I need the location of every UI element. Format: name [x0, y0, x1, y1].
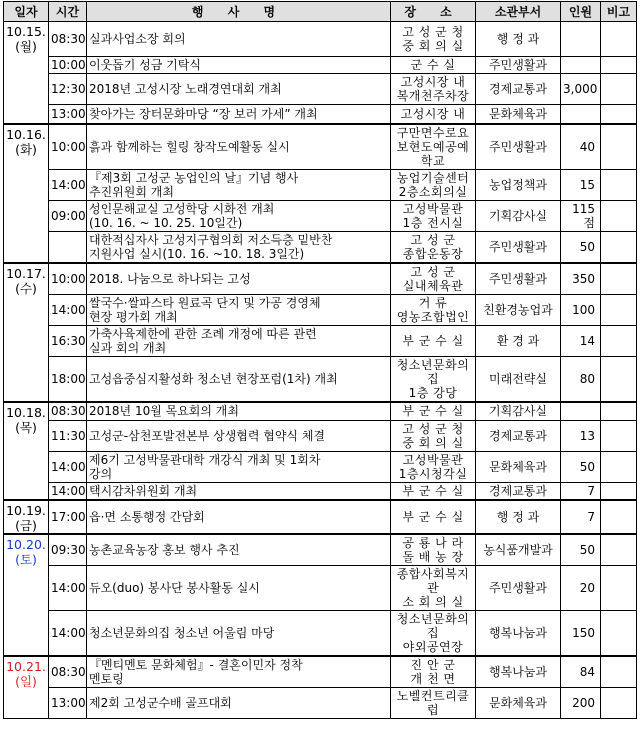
event-place: 고 성 군 청 중 회 의 실 [391, 22, 476, 57]
event-name: 듀오(duo) 봉사단 봉사활동 실시 [87, 566, 391, 611]
schedule-row [4, 402, 637, 420]
event-count: 115점 [561, 200, 601, 231]
event-place: 고성시장 내 [391, 105, 476, 124]
header-note: 비고 [601, 2, 637, 22]
event-name: 읍·면 소통행정 간담회 [87, 500, 391, 534]
event-dept: 행 정 과 [476, 22, 561, 57]
header-date: 일자 [4, 2, 49, 22]
schedule-body [4, 22, 637, 719]
day-date: 10.16. [6, 126, 46, 142]
schedule-row [4, 263, 637, 295]
event-name: 청소년문화의집 청소년 어울림 마당 [87, 611, 391, 657]
event-time: 10:00 [49, 263, 87, 295]
event-note [601, 231, 637, 263]
event-dept: 농식품개발과 [476, 534, 561, 566]
schedule-row [4, 326, 637, 357]
event-note [601, 482, 637, 500]
schedule-table [3, 1, 637, 719]
schedule-row [4, 357, 637, 403]
event-count: 100 [561, 295, 601, 326]
schedule-row [4, 74, 637, 105]
day-date: 10.19. [6, 503, 46, 518]
event-place: 고성박물관 1층 전시실 [391, 200, 476, 231]
event-place: 부 군 수 실 [391, 482, 476, 500]
event-note [601, 200, 637, 231]
event-time: 17:00 [49, 500, 87, 534]
event-time: 13:00 [49, 688, 87, 719]
day-weekday: (수) [15, 281, 37, 296]
event-place: 고성시장 내 복개천주차장 [391, 74, 476, 105]
event-name: 택시감차위원회 개최 [87, 482, 391, 500]
event-time: 14:00 [49, 482, 87, 500]
schedule-row [4, 57, 637, 74]
event-note [601, 420, 637, 451]
event-name: 고성군-삼천포발전본부 상생협력 협약식 체결 [87, 420, 391, 451]
event-place: 부 군 수 실 [391, 500, 476, 534]
day-date-cell [4, 656, 49, 719]
event-count: 80 [561, 357, 601, 403]
event-time: 09:30 [49, 534, 87, 566]
day-weekday: (금) [15, 518, 37, 533]
schedule-row [4, 295, 637, 326]
event-name: 『제3회 고성군 농업인의 날』기념 행사 추진위원회 개최 [87, 169, 391, 200]
day-date-cell [4, 534, 49, 656]
day-weekday: (토) [15, 552, 37, 567]
event-place: 군 수 실 [391, 57, 476, 74]
event-name: 제2회 고성군수배 골프대회 [87, 688, 391, 719]
day-date-cell [4, 263, 49, 402]
event-count: 7 [561, 482, 601, 500]
event-dept: 경제교통과 [476, 74, 561, 105]
schedule-row [4, 105, 637, 124]
event-note [601, 500, 637, 534]
schedule-row [4, 124, 637, 170]
header-place: 장 소 [391, 2, 476, 22]
schedule-row [4, 656, 637, 688]
event-time: 12:30 [49, 74, 87, 105]
day-date: 10.21. [6, 659, 46, 674]
day-date-cell [4, 124, 49, 264]
event-note [601, 124, 637, 170]
event-note [601, 357, 637, 403]
event-note [601, 57, 637, 74]
event-place: 거 류 영농조합법인 [391, 295, 476, 326]
schedule-row [4, 200, 637, 231]
event-name: 실과사업소장 회의 [87, 22, 391, 57]
event-name: 쌀국수·쌀파스타 원료곡 단지 및 가공 경영체 현장 평가회 개최 [87, 295, 391, 326]
event-note [601, 105, 637, 124]
event-note [601, 656, 637, 688]
event-time: 14:00 [49, 566, 87, 611]
event-count: 15 [561, 169, 601, 200]
schedule-row [4, 451, 637, 482]
event-place: 청소년문화의집 1층 강당 [391, 357, 476, 403]
day-weekday: (일) [15, 674, 37, 689]
event-count: 200 [561, 688, 601, 719]
event-name: 성인문해교실 고성학당 시화전 개최 (10. 16. ~ 10. 25. 10일간) [87, 200, 391, 231]
schedule-row [4, 688, 637, 719]
schedule-table-wrapper [3, 1, 637, 719]
event-count: 14 [561, 326, 601, 357]
event-dept: 문화체육과 [476, 688, 561, 719]
event-name: 이웃돕기 성금 기탁식 [87, 57, 391, 74]
header-dept: 소관부서 [476, 2, 561, 22]
event-place: 종합사회복지관 소 회 의 실 [391, 566, 476, 611]
event-name: 흙과 함께하는 힐링 창작도예활동 실시 [87, 124, 391, 170]
event-dept: 농업정책과 [476, 169, 561, 200]
event-dept: 미래전략실 [476, 357, 561, 403]
event-count: 350 [561, 263, 601, 295]
event-dept: 문화체육과 [476, 451, 561, 482]
event-place: 고 성 군 청 중 회 의 실 [391, 420, 476, 451]
event-dept: 기획감사실 [476, 402, 561, 420]
event-time: 14:00 [49, 295, 87, 326]
schedule-row [4, 169, 637, 200]
day-date: 10.18. [6, 405, 46, 420]
event-name: 대한적십자사 고성지구협의회 저소득층 밑반찬 지원사업 실시(10. 16. ~10. 18. 3일간) [87, 231, 391, 263]
event-name: 『멘티멘토 문화체험』- 결혼이민자 정착 멘토링 [87, 656, 391, 688]
schedule-row [4, 500, 637, 534]
day-date: 10.17. [6, 266, 46, 281]
event-time: 08:30 [49, 402, 87, 420]
event-place: 고 성 군 종합운동장 [391, 231, 476, 263]
day-date-cell [4, 22, 49, 124]
schedule-row [4, 22, 637, 57]
event-dept: 환 경 과 [476, 326, 561, 357]
event-note [601, 74, 637, 105]
event-dept: 친환경농업과 [476, 295, 561, 326]
event-place: 부 군 수 실 [391, 326, 476, 357]
day-date-cell [4, 500, 49, 534]
schedule-row [4, 231, 637, 263]
schedule-row [4, 534, 637, 566]
event-time: 11:30 [49, 420, 87, 451]
event-note [601, 402, 637, 420]
event-count: 50 [561, 451, 601, 482]
event-place: 공 룡 나 라 돌 배 농 장 [391, 534, 476, 566]
header-time: 시간 [49, 2, 87, 22]
event-place: 고성박물관 1층시청각실 [391, 451, 476, 482]
event-note [601, 451, 637, 482]
event-time: 10:00 [49, 124, 87, 170]
event-dept: 문화체육과 [476, 105, 561, 124]
event-note [601, 534, 637, 566]
day-weekday: (목) [15, 420, 37, 435]
day-date: 10.15. [6, 24, 46, 39]
event-name: 가축사육제한에 관한 조례 개정에 따른 관련 실과 회의 개최 [87, 326, 391, 357]
day-weekday: (월) [15, 39, 37, 54]
event-time: 14:00 [49, 169, 87, 200]
event-count: 13 [561, 420, 601, 451]
event-place: 농업기술센터 2층소회의실 [391, 169, 476, 200]
event-dept: 주민생활과 [476, 124, 561, 170]
event-count: 7 [561, 500, 601, 534]
event-time: 16:30 [49, 326, 87, 357]
event-name: 2018년 10월 목요회의 개최 [87, 402, 391, 420]
schedule-row [4, 420, 637, 451]
event-dept: 주민생활과 [476, 57, 561, 74]
event-dept: 주민생활과 [476, 566, 561, 611]
event-dept: 행복나눔과 [476, 656, 561, 688]
schedule-row [4, 611, 637, 657]
event-place: 진 안 군 개 천 면 [391, 656, 476, 688]
event-count: 50 [561, 534, 601, 566]
event-count: 50 [561, 231, 601, 263]
day-weekday: (화) [15, 141, 37, 157]
header-count: 인원 [561, 2, 601, 22]
event-count: 40 [561, 124, 601, 170]
event-name: 고성읍중심지활성화 청소년 현장포럼(1차) 개최 [87, 357, 391, 403]
event-note [601, 688, 637, 719]
event-note [601, 326, 637, 357]
schedule-row [4, 482, 637, 500]
schedule-row [4, 566, 637, 611]
event-place: 고 성 군 실내체육관 [391, 263, 476, 295]
event-dept: 경제교통과 [476, 420, 561, 451]
event-dept: 주민생활과 [476, 263, 561, 295]
event-time: 09:00 [49, 200, 87, 231]
day-date-cell [4, 402, 49, 500]
event-time: 10:00 [49, 57, 87, 74]
event-count: 150 [561, 611, 601, 657]
event-count [561, 402, 601, 420]
event-note [601, 295, 637, 326]
event-name: 2018년 고성시장 노래경연대회 개최 [87, 74, 391, 105]
event-note [601, 169, 637, 200]
event-time [49, 231, 87, 263]
event-name: 제6기 고성박물관대학 개강식 개최 및 1회차 강의 [87, 451, 391, 482]
event-count: 20 [561, 566, 601, 611]
event-dept: 주민생활과 [476, 231, 561, 263]
event-place: 구만면수로요 보현도예공예학교 [391, 124, 476, 170]
day-date: 10.20. [6, 537, 46, 552]
header-event: 행 사 명 [87, 2, 391, 22]
event-dept: 경제교통과 [476, 482, 561, 500]
event-time: 14:00 [49, 611, 87, 657]
event-place: 청소년문화의집 야외공연장 [391, 611, 476, 657]
event-note [601, 566, 637, 611]
event-note [601, 263, 637, 295]
event-time: 08:30 [49, 656, 87, 688]
event-count: 3,000 [561, 74, 601, 105]
event-count [561, 22, 601, 57]
event-name: 2018. 나눔으로 하나되는 고성 [87, 263, 391, 295]
event-note [601, 611, 637, 657]
event-count: 84 [561, 656, 601, 688]
event-name: 찾아가는 장터문화마당 “장 보러 가세” 개최 [87, 105, 391, 124]
event-time: 14:00 [49, 451, 87, 482]
event-time: 13:00 [49, 105, 87, 124]
event-time: 18:00 [49, 357, 87, 403]
event-dept: 행 정 과 [476, 500, 561, 534]
event-count [561, 57, 601, 74]
event-time: 08:30 [49, 22, 87, 57]
event-place: 부 군 수 실 [391, 402, 476, 420]
event-dept: 기획감사실 [476, 200, 561, 231]
event-count [561, 105, 601, 124]
event-note [601, 22, 637, 57]
header-row [4, 2, 637, 22]
event-place: 노벨컨트리클럽 [391, 688, 476, 719]
event-name: 농촌교육농장 홍보 행사 추진 [87, 534, 391, 566]
event-dept: 행복나눔과 [476, 611, 561, 657]
